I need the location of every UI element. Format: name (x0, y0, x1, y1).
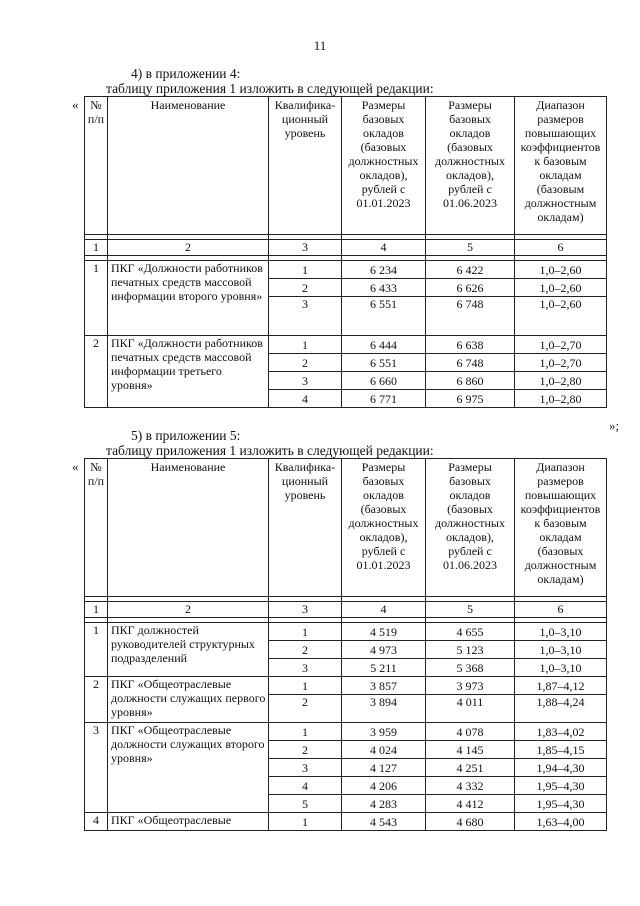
page-number: 11 (313, 38, 327, 53)
salary-jun: 6 748 (426, 297, 515, 336)
header-name: Наименование (108, 97, 269, 235)
col-number: 2 (108, 240, 269, 256)
qual-level: 1 (269, 261, 342, 279)
qual-level: 2 (269, 695, 342, 723)
salary-jun: 5 123 (426, 641, 515, 659)
qual-level: 2 (269, 741, 342, 759)
header-salary-2023-06: Размеры базовых окладов (базовых должностных окладов), рублей с 01.06.2023 (426, 459, 515, 597)
salary-jan: 5 211 (342, 659, 426, 677)
salary-jan: 6 660 (342, 372, 426, 390)
qual-level: 2 (269, 354, 342, 372)
col-number: 5 (426, 602, 515, 618)
table-section-5 (84, 458, 607, 831)
qual-level: 2 (269, 641, 342, 659)
salary-jan: 4 283 (342, 795, 426, 813)
salary-jun: 5 368 (426, 659, 515, 677)
header-salary-2023-06: Размеры базовых окладов (базовых должностных окладов), рублей с 01.06.2023 (426, 97, 515, 235)
coef-range: 1,94–4,30 (515, 759, 607, 777)
group-name: ПКГ «Должности работников печатных средств массовой информации второго уровня» (108, 261, 269, 336)
group-number: 2 (85, 677, 108, 723)
header-coefficient-range: Диапазон размеров повышающих коэффициентов к базовым окладам (базовых должностным окладам) (515, 459, 607, 597)
table-row (85, 336, 607, 354)
table-header-row (85, 97, 607, 235)
table-row (85, 723, 607, 741)
section-5-subheading: таблицу приложения 1 изложить в следующей редакции: (106, 443, 434, 458)
salary-jan: 4 973 (342, 641, 426, 659)
qual-level: 3 (269, 659, 342, 677)
salary-jun: 4 655 (426, 623, 515, 641)
salary-jun: 4 332 (426, 777, 515, 795)
closing-quote: »; (609, 418, 620, 433)
coef-range: 1,0–2,60 (515, 297, 607, 336)
table-header-row (85, 459, 607, 597)
salary-jun: 6 860 (426, 372, 515, 390)
qual-level: 1 (269, 336, 342, 354)
salary-jun: 4 412 (426, 795, 515, 813)
coef-range: 1,87–4,12 (515, 677, 607, 695)
salary-jun: 6 638 (426, 336, 515, 354)
col-number: 3 (269, 602, 342, 618)
coef-range: 1,83–4,02 (515, 723, 607, 741)
group-number: 1 (85, 261, 108, 336)
salary-jun: 4 680 (426, 813, 515, 831)
salary-jun: 6 626 (426, 279, 515, 297)
group-name: ПКГ «Должности работников печатных средств массовой информации третьего уровня» (108, 336, 269, 408)
qual-level: 4 (269, 777, 342, 795)
col-number: 3 (269, 240, 342, 256)
salary-jan: 4 127 (342, 759, 426, 777)
coef-range: 1,0–2,60 (515, 261, 607, 279)
col-number: 5 (426, 240, 515, 256)
table-row (85, 623, 607, 641)
salary-jun: 4 011 (426, 695, 515, 723)
qual-level: 4 (269, 390, 342, 408)
group-name: ПКГ «Общеотраслевые (108, 813, 269, 831)
group-name: ПКГ должностей руководителей структурных подразделений (108, 623, 269, 677)
table-row (85, 677, 607, 695)
salary-jun: 6 975 (426, 390, 515, 408)
coef-range: 1,0–2,80 (515, 390, 607, 408)
qual-level: 1 (269, 623, 342, 641)
header-num: № п/п (85, 459, 108, 597)
coef-range: 1,0–3,10 (515, 641, 607, 659)
group-number: 4 (85, 813, 108, 831)
col-number: 4 (342, 602, 426, 618)
col-number: 6 (515, 602, 607, 618)
column-number-row (85, 240, 607, 256)
salary-jan: 4 543 (342, 813, 426, 831)
col-number: 2 (108, 602, 269, 618)
header-salary-2023-01: Размеры базовых окладов (базовых должностных окладов), рублей с 01.01.2023 (342, 97, 426, 235)
col-number: 1 (85, 240, 108, 256)
salary-jun: 4 078 (426, 723, 515, 741)
salary-jan: 3 857 (342, 677, 426, 695)
header-num: № п/п (85, 97, 108, 235)
salary-jan: 6 234 (342, 261, 426, 279)
coef-range: 1,85–4,15 (515, 741, 607, 759)
salary-jun: 6 748 (426, 354, 515, 372)
coef-range: 1,0–2,60 (515, 279, 607, 297)
table-row (85, 261, 607, 279)
section-4-heading: 4) в приложении 4: (131, 66, 241, 81)
salary-jan: 6 444 (342, 336, 426, 354)
coef-range: 1,63–4,00 (515, 813, 607, 831)
header-salary-2023-01: Размеры базовых окладов (базовых должностных окладов), рублей с 01.01.2023 (342, 459, 426, 597)
salary-jun: 4 251 (426, 759, 515, 777)
coef-range: 1,95–4,30 (515, 777, 607, 795)
salary-jun: 6 422 (426, 261, 515, 279)
header-qual-level: Квалифика-ционный уровень (269, 459, 342, 597)
section-4-subheading: таблицу приложения 1 изложить в следующей редакции: (106, 81, 434, 96)
coef-range: 1,0–2,80 (515, 372, 607, 390)
col-number: 4 (342, 240, 426, 256)
qual-level: 3 (269, 759, 342, 777)
qual-level: 1 (269, 677, 342, 695)
opening-quote: « (72, 97, 79, 112)
group-number: 3 (85, 723, 108, 813)
coef-range: 1,0–3,10 (515, 623, 607, 641)
col-number: 1 (85, 602, 108, 618)
salary-jan: 6 551 (342, 297, 426, 336)
salary-jan: 4 519 (342, 623, 426, 641)
salary-jan: 3 894 (342, 695, 426, 723)
qual-level: 3 (269, 372, 342, 390)
group-name: ПКГ «Общеотраслевые должности служащих второго уровня» (108, 723, 269, 813)
salary-jun: 3 973 (426, 677, 515, 695)
column-number-row (85, 602, 607, 618)
opening-quote: « (72, 459, 79, 474)
group-number: 1 (85, 623, 108, 677)
group-name: ПКГ «Общеотраслевые должности служащих первого уровня» (108, 677, 269, 723)
salary-jan: 4 206 (342, 777, 426, 795)
salary-jan: 6 433 (342, 279, 426, 297)
table-row (85, 813, 607, 831)
salary-jan: 4 024 (342, 741, 426, 759)
coef-range: 1,0–2,70 (515, 354, 607, 372)
qual-level: 3 (269, 297, 342, 336)
salary-jan: 3 959 (342, 723, 426, 741)
qual-level: 1 (269, 723, 342, 741)
group-number: 2 (85, 336, 108, 408)
header-coefficient-range: Диапазон размеров повышающих коэффициентов к базовым окладам (базовым должностным окладам) (515, 97, 607, 235)
salary-jun: 4 145 (426, 741, 515, 759)
qual-level: 5 (269, 795, 342, 813)
header-name: Наименование (108, 459, 269, 597)
salary-jan: 6 771 (342, 390, 426, 408)
section-5-heading: 5) в приложении 5: (131, 428, 241, 443)
qual-level: 2 (269, 279, 342, 297)
coef-range: 1,0–2,70 (515, 336, 607, 354)
coef-range: 1,95–4,30 (515, 795, 607, 813)
header-qual-level: Квалифика-ционный уровень (269, 97, 342, 235)
coef-range: 1,0–3,10 (515, 659, 607, 677)
salary-jan: 6 551 (342, 354, 426, 372)
table-section-4 (84, 96, 607, 408)
qual-level: 1 (269, 813, 342, 831)
coef-range: 1,88–4,24 (515, 695, 607, 723)
col-number: 6 (515, 240, 607, 256)
